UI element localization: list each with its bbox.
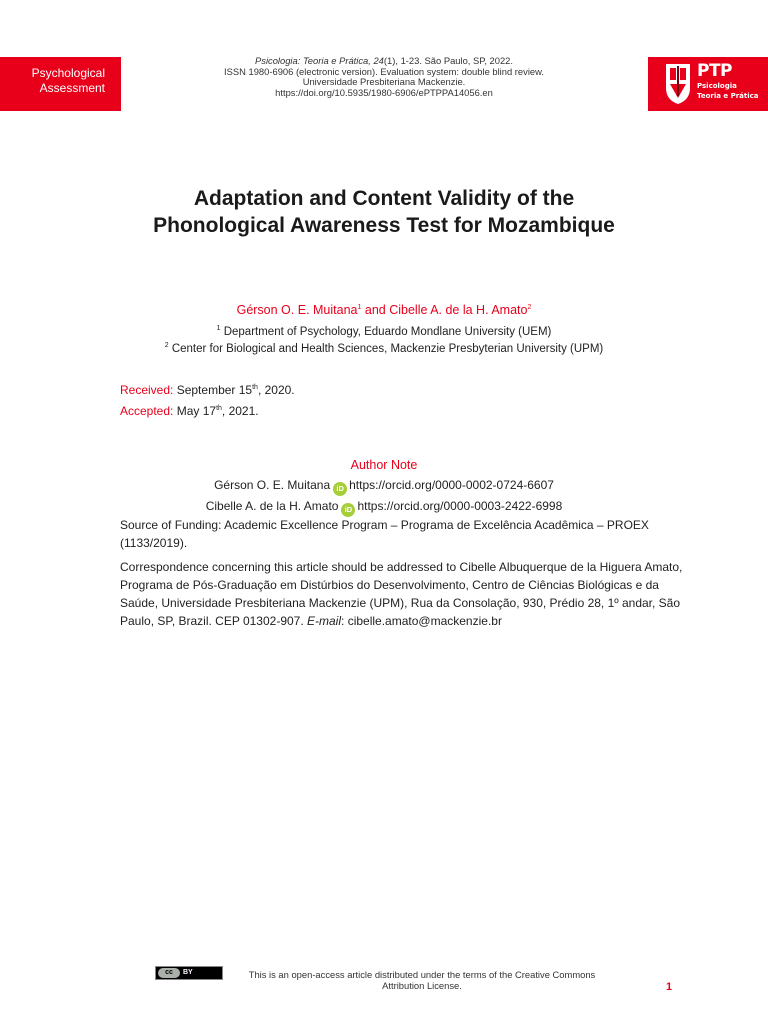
received-year: , 2020. <box>257 383 295 397</box>
funding-paragraph: Source of Funding: Academic Excellence Program – Programa de Excelência Acadêmica – PROEX (1133/2019). <box>120 518 649 550</box>
author-2: Cibelle A. de la H. Amato <box>389 303 528 317</box>
affiliation-2-sup: 2 <box>164 342 169 349</box>
orcid-2-name: Cibelle A. de la H. Amato <box>205 499 339 513</box>
section-tab-line2: Assessment <box>39 81 105 95</box>
title-line2: Phonological Awareness Test for Mozambique <box>153 214 615 237</box>
orcid-1-name: Gérson O. E. Muitana <box>214 478 331 492</box>
correspondence-text: Correspondence concerning this article should be addressed to Cibelle Albuquerque de la Higuera Amato, Programa de Pós-Graduação em Distúrbios do Desenvolvimento, Centro de Ciências Biológicas e da Saúde, Universidade Presbiteriana Mackenzie (UPM), Rua da Consolação, 930, Prédio 28, 1º andar, São Paulo, SP, Brazil. CEP 01302-907. <box>120 560 683 628</box>
orcid-line-1 <box>84 478 684 496</box>
journal-logo <box>648 57 768 111</box>
doi-link[interactable]: https://doi.org/10.5935/1980-6906/ePTPPA14056.en <box>275 86 493 98</box>
license-line1: This is an open-access article distributed under the terms of the Creative Commons <box>248 969 596 980</box>
cc-icon: cc <box>158 968 180 978</box>
page-number: 1 <box>666 981 673 993</box>
license-line2: Attribution License. <box>382 980 462 991</box>
orcid-line-2 <box>84 499 684 517</box>
author-note-heading: Author Note <box>350 458 418 472</box>
mackenzie-crest-icon <box>664 62 692 106</box>
title-line1: Adaptation and Content Validity of the <box>193 187 575 210</box>
email-address[interactable]: : cibelle.amato@mackenzie.br <box>341 614 502 628</box>
by-icon: BY <box>183 969 193 976</box>
logo-text <box>697 63 759 100</box>
received-sup: th <box>252 384 258 391</box>
affiliation-2 <box>84 342 684 355</box>
email-label: E-mail <box>307 614 342 628</box>
citation-rest: (1), 1-23. São Paulo, SP, 2022. <box>383 55 513 66</box>
received-text: September 15 <box>173 383 253 397</box>
orcid-icon[interactable]: iD <box>341 503 355 517</box>
author-2-sup: 2 <box>527 303 532 311</box>
author-1-sup: 1 <box>357 303 362 311</box>
cc-by-license-icon[interactable] <box>155 966 223 980</box>
citation-line <box>170 56 598 67</box>
orcid-2-link[interactable]: https://orcid.org/0000-0003-2422-6998 <box>357 499 563 513</box>
affiliation-2-text: Center for Biological and Health Sciences, Mackenzie Presbyterian University (UPM) <box>168 342 604 355</box>
volume: 24 <box>370 55 384 66</box>
author-1: Gérson O. E. Muitana <box>236 303 358 317</box>
orcid-icon[interactable]: iD <box>333 482 347 496</box>
accepted-label: Accepted: <box>120 404 174 418</box>
affiliation-1 <box>84 325 684 338</box>
section-tab <box>0 57 121 111</box>
author-conj: and <box>361 303 390 317</box>
accepted-sup: th <box>216 405 222 412</box>
logo-sub1: Psicologia <box>697 82 737 90</box>
accepted-year: , 2021. <box>221 404 259 418</box>
journal-name: Psicologia: Teoria e Prática, <box>255 55 371 66</box>
author-list <box>84 303 684 317</box>
license-statement <box>226 969 618 991</box>
affiliation-1-sup: 1 <box>216 325 221 332</box>
received-date <box>120 383 295 397</box>
correspondence-paragraph <box>96 558 700 630</box>
journal-header <box>170 56 598 98</box>
affiliation-1-text: Department of Psychology, Eduardo Mondlane University (UEM) <box>220 325 552 338</box>
section-tab-line1: Psychological <box>31 66 105 80</box>
issn-line: ISSN 1980-6906 (electronic version). Evaluation system: double blind review. <box>224 65 544 77</box>
accepted-date <box>120 404 259 418</box>
logo-abbr: PTP <box>697 61 733 81</box>
university-line: Universidade Presbiteriana Mackenzie. <box>302 76 466 87</box>
logo-sub2: Teoria e Prática <box>697 92 759 100</box>
accepted-text: May 17 <box>173 404 217 418</box>
received-label: Received: <box>120 383 174 397</box>
article-title <box>60 185 708 239</box>
orcid-1-link[interactable]: https://orcid.org/0000-0002-0724-6607 <box>349 478 554 492</box>
